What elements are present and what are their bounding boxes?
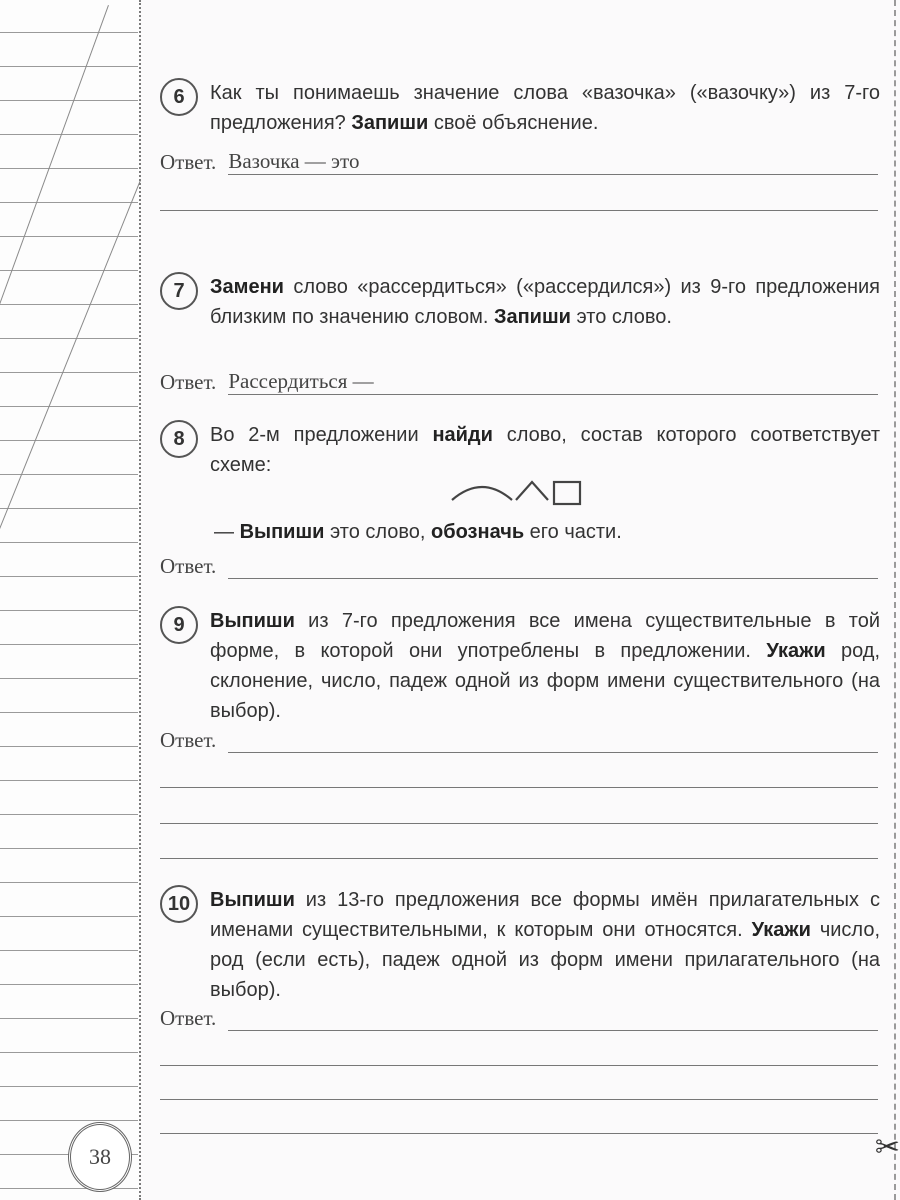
text-segment: — [214,521,240,543]
margin-rule [0,576,138,577]
task-7 [160,272,880,332]
task-text [210,885,880,1005]
margin-rule [0,168,138,169]
margin-rule [0,304,138,305]
task-number-badge: 6 [160,78,198,116]
task-9 [160,606,880,726]
emphasis-text: Укажи [766,640,826,662]
margin-rule [0,270,138,271]
answer-line[interactable] [160,1133,878,1134]
margin-rule [0,406,138,407]
margin-rule [0,32,138,33]
margin-rule [0,746,138,747]
text-segment: слово, состав которого соответствует схеме: [210,424,880,476]
page-number: 38 [68,1122,132,1192]
margin-rule [0,1018,138,1019]
text-segment: число, род (если есть), падеж одной из форм имени прилагательного (на выбор). [210,919,880,1001]
answer-label: Ответ. [160,1006,217,1030]
task-number-badge: 10 [160,885,198,923]
answer-label: Ответ. [160,554,217,578]
emphasis-text: Замени [210,276,284,298]
cut-line-left [139,0,141,1200]
margin-rule [0,1120,138,1121]
task-number-badge: 7 [160,272,198,310]
answer-row-7 [160,368,878,395]
margin-rule [0,66,138,67]
text-segment: из 13-го предложения все формы имён прилагательных с именами существительными, к которым они относятся. [210,889,880,941]
emphasis-text: найди [432,424,493,446]
margin-rule [0,202,138,203]
answer-line[interactable] [160,210,878,211]
task-text [210,272,880,332]
scissors-icon: ✂ [874,1131,900,1164]
text-segment: это слово, [324,521,432,543]
answer-line[interactable] [160,1099,878,1100]
task-number-badge: 8 [160,420,198,458]
margin-rule [0,508,138,509]
margin-rule [0,712,138,713]
text-segment: его части. [524,521,622,543]
margin-rule [0,882,138,883]
text-segment: из 7-го предложения все имена существительные в той форме, в которой они употреблены в предложении. [210,610,880,662]
answer-row-9 [160,726,878,753]
text-segment: слово «рассердиться» («рассердился») из 9-го предложения близким по значению словом. [210,276,880,328]
margin-rule [0,610,138,611]
margin-rule [0,1188,138,1189]
answer-field-10[interactable] [228,1004,878,1031]
emphasis-text: Запиши [493,306,571,328]
margin-rule [0,134,138,135]
answer-field-6[interactable]: Вазочка — это [228,148,878,175]
answer-line[interactable] [160,1065,878,1066]
text-segment: своё объяснение. [428,112,599,134]
answer-line[interactable] [160,858,878,859]
text-segment: Во 2-м предложении [210,424,433,446]
task-text [210,420,880,480]
margin-rule [0,644,138,645]
task-6 [160,78,880,138]
margin-rule [0,440,138,441]
answer-row-10 [160,1004,878,1031]
answer-field-7[interactable]: Рассердиться — [228,368,878,395]
emphasis-text: Выпиши [210,610,295,632]
cut-line-right [894,0,896,1200]
text-segment: это слово. [570,306,672,328]
task-text [210,78,880,138]
margin-rule [0,848,138,849]
margin-rule [0,678,138,679]
margin-rule [0,338,138,339]
text-segment: Как ты понимаешь значение слова «вазочка» («вазочку») из 7-го предложения? [210,82,880,134]
margin-rule [0,950,138,951]
margin-rule [0,984,138,985]
margin-rule [0,542,138,543]
emphasis-text: обозначь [431,521,525,543]
emphasis-text: Укажи [751,919,811,941]
margin-rule [0,780,138,781]
task-text [210,606,880,726]
margin-rule [0,100,138,101]
emphasis-text: Запиши [351,112,429,134]
answer-line[interactable] [160,823,878,824]
answer-line[interactable] [160,787,878,788]
answer-label: Ответ. [160,728,217,752]
task-8 [160,420,880,480]
emphasis-text: Выпиши [210,889,295,911]
margin-rule [0,372,138,373]
margin-rule [0,1086,138,1087]
task-10 [160,885,880,1005]
answer-label: Ответ. [160,150,217,174]
margin-rule [0,916,138,917]
text-segment: род, склонение, число, падеж одной из форм имени существительного (на выбор). [210,640,881,722]
emphasis-text: Выпиши [239,521,325,543]
task-number-badge: 9 [160,606,198,644]
answer-label: Ответ. [160,370,217,394]
answer-field-8[interactable] [228,552,878,579]
left-margin-lines [0,0,140,1200]
task-8-instruction [214,517,894,547]
margin-rule [0,814,138,815]
margin-rule [0,1052,138,1053]
answer-row-8 [160,552,878,579]
word-scheme-icon [450,478,590,508]
answer-row-6 [160,148,878,175]
answer-field-9[interactable] [228,726,878,753]
